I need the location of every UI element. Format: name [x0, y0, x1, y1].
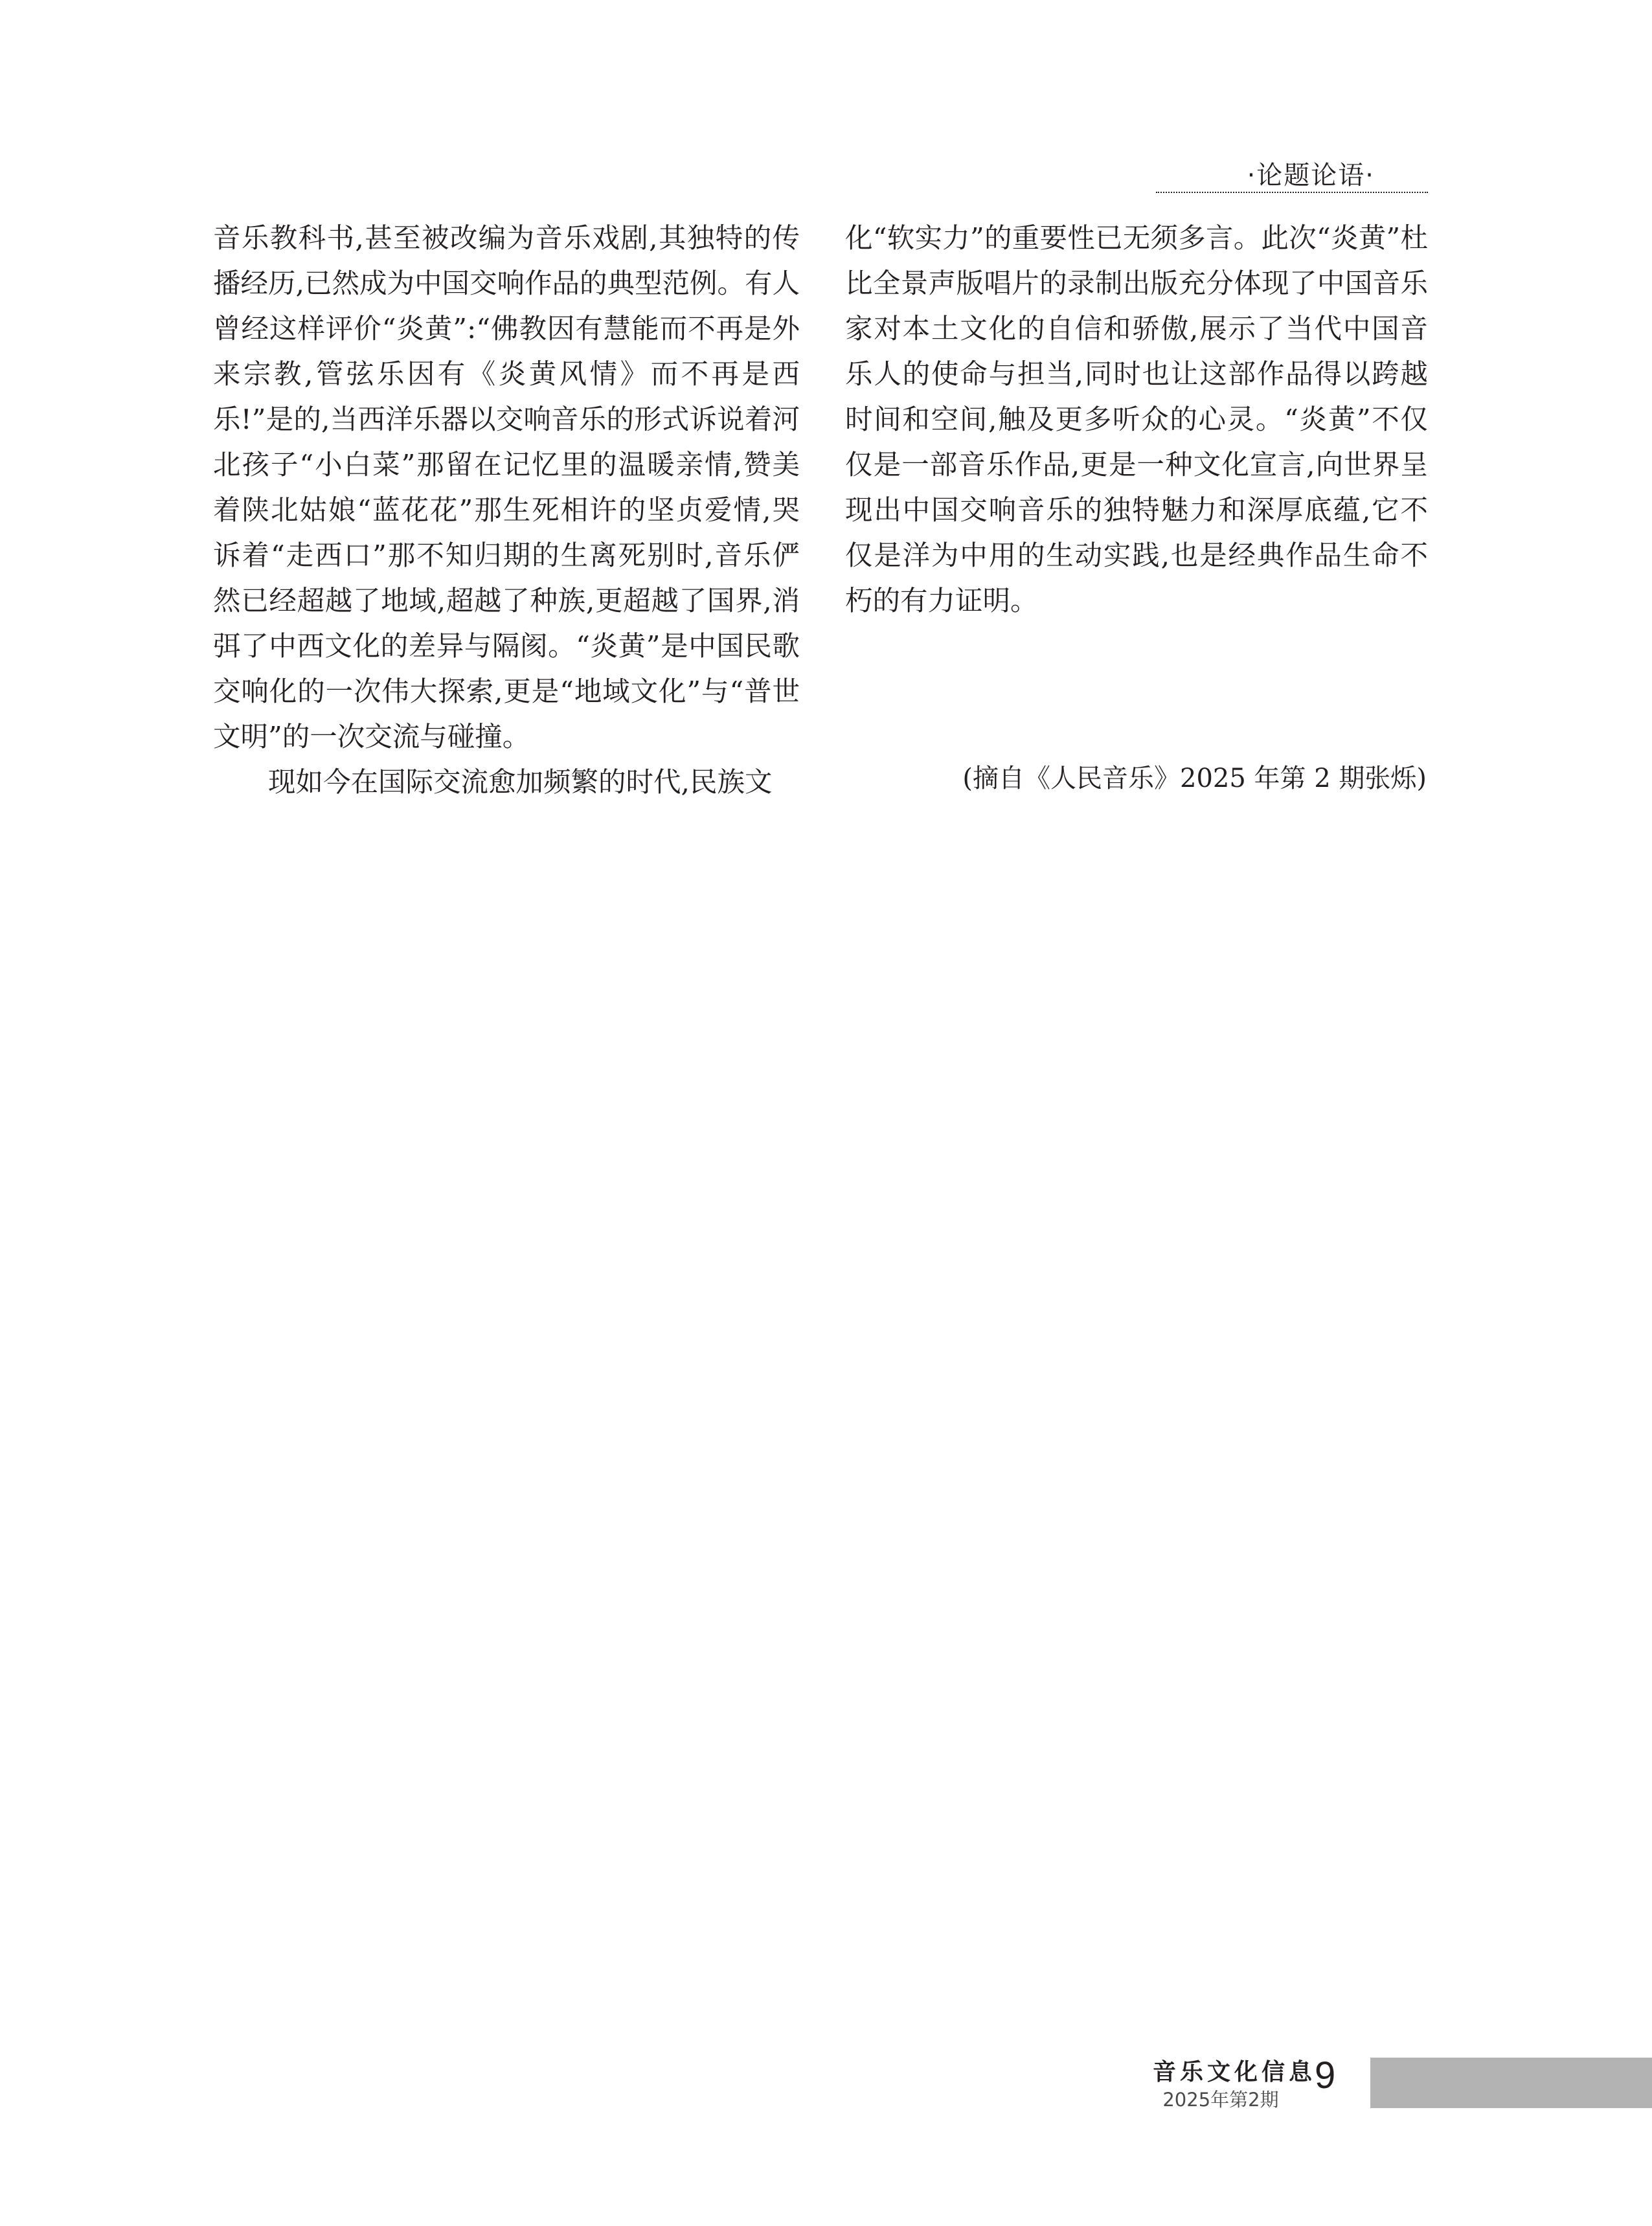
- issue-label: 2025年第2期: [1162, 2089, 1279, 2111]
- left-column: [213, 216, 800, 806]
- footer-bar: [1370, 2058, 1652, 2108]
- page-number: 9: [1315, 2054, 1336, 2096]
- body-paragraph: 化“软实力”的重要性已无须多言。此次“炎黄”杜比全景声版唱片的录制出版充分体现了中国音乐家对本土文化的自信和骄傲,展示了当代中国音乐人的使命与担当,同时也让这部作品得以跨越时间和空间,触及更多听众的心灵。“炎黄”不仅仅是一部音乐作品,更是一种文化宣言,向世界呈现出中国交响音乐的独特魅力和深厚底蕴,它不仅是洋为中用的生动实践,也是经典作品生命不朽的有力证明。: [845, 223, 1428, 617]
- body-paragraph: 现如今在国际交流愈加频繁的时代,民族文: [268, 767, 773, 799]
- source-attribution: (摘自《人民音乐》2025 年第 2 期张烁): [962, 764, 1427, 793]
- right-column: [845, 216, 1428, 624]
- section-header: [1156, 158, 1428, 197]
- journal-name: 音乐文化信息: [1153, 2058, 1317, 2085]
- body-paragraph: 音乐教科书,甚至被改编为音乐戏剧,其独特的传播经历,已然成为中国交响作品的典型范例。有人曾经这样评价“炎黄”:“佛教因有慧能而不再是外来宗教,管弦乐因有《炎黄风情》而不再是西乐!”是的,当西洋乐器以交响音乐的形式诉说着河北孩子“小白菜”那留在记忆里的温暖亲情,赞美着陕北姑娘“蓝花花”那生死相许的坚贞爱情,哭诉着“走西口”那不知归期的生离死别时,音乐俨然已经超越了地域,超越了种族,更超越了国界,消弭了中西文化的差异与隔阂。“炎黄”是中国民歌交响化的一次伟大探索,更是“地域文化”与“普世文明”的一次交流与碰撞。: [213, 223, 800, 753]
- section-divider: [1156, 192, 1428, 193]
- section-title: ·论题论语·: [1247, 161, 1375, 190]
